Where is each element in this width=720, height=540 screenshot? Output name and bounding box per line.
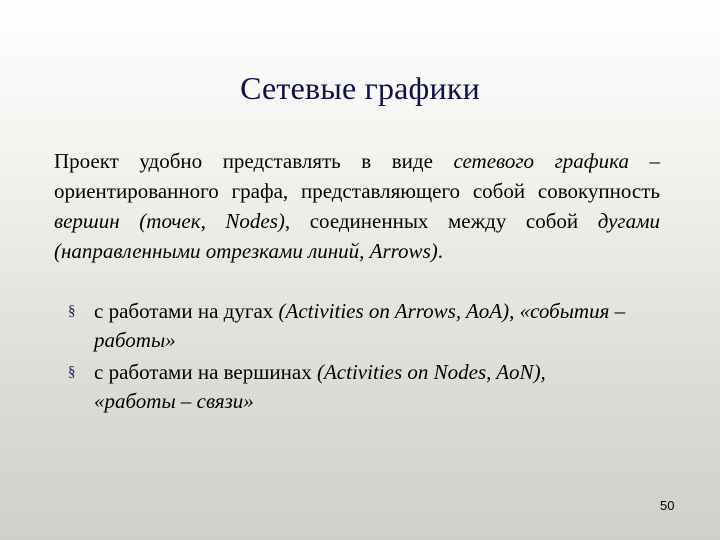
intro-term-vertices: вершин (точек, Nodes) [54,209,285,233]
intro-term-network-graph: сетевого графика [453,149,629,173]
intro-text-4: . [437,239,443,263]
slide-title: Сетевые графики [240,70,480,106]
intro-text-2: – ориентированного графа, представляющего собой совокупность [54,149,661,203]
bullet-text-plain: с работами на вершинах [94,360,317,384]
bullet-text-italic: (Activities on Nodes, AoN), «работы – связи» [94,360,546,413]
bullet-text-plain: с работами на дугах [94,299,279,323]
bullet-item-aoa [68,297,628,355]
bullet-item-aon [68,358,628,416]
intro-text-1: Проект удобно представлять в виде [54,149,454,173]
intro-term-arcs: дугами (направленными отрезками линий, Arrows) [54,209,660,263]
bullet-list [68,297,628,419]
intro-paragraph [54,146,660,266]
page-number: 50 [660,498,675,513]
bullet-icon: § [68,303,76,319]
intro-text-3: , соединенных между собой [284,209,598,233]
bullet-icon: § [68,364,76,380]
bullet-text-italic: (Activities on Arrows, AoA), «события – работы» [94,299,626,352]
